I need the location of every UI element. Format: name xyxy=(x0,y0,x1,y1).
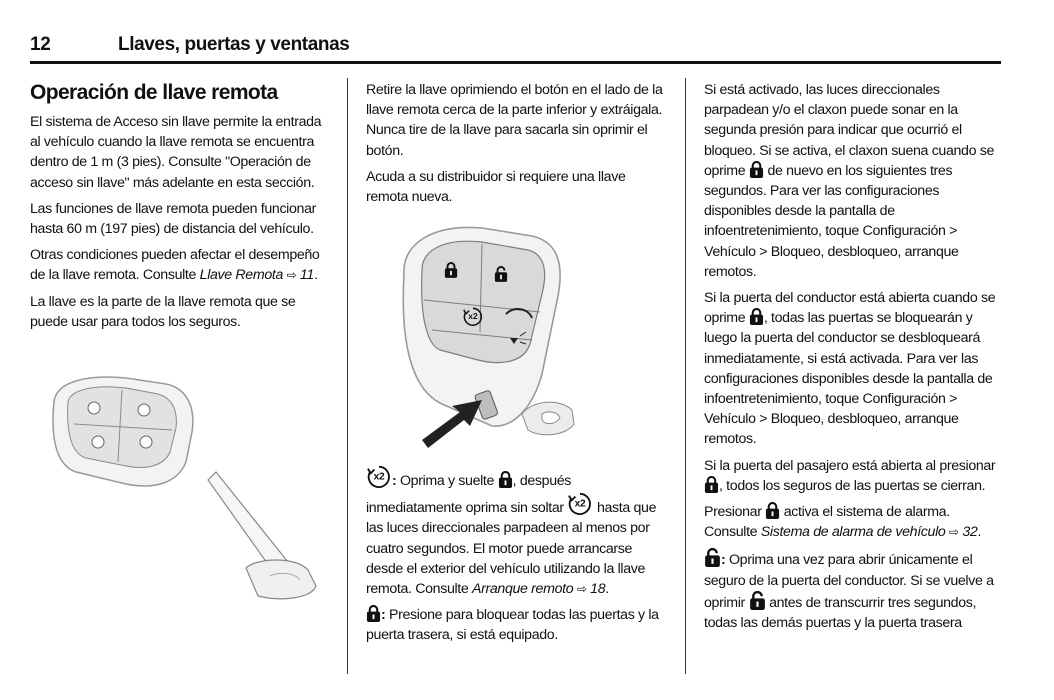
cross-ref-page[interactable]: 32 xyxy=(962,524,978,541)
key-fob-release-button-illustration xyxy=(382,214,614,454)
colon: : xyxy=(721,552,726,569)
paragraph-key-usage: La llave es la parte de la llave remota que se puede usar para todos los seguros. xyxy=(30,293,296,330)
paragraph-driver-door xyxy=(704,288,1002,450)
cross-ref-sistema-alarma[interactable]: Sistema de alarma de vehículo xyxy=(760,524,946,541)
remote-start-icon xyxy=(567,491,593,515)
lock-icon xyxy=(749,161,764,178)
section-title: Operación de llave remota xyxy=(30,81,278,104)
key-fob-with-blade-illustration xyxy=(46,372,336,607)
paragraph-unlock xyxy=(704,548,1002,633)
remote-start-icon xyxy=(366,464,392,488)
cross-ref-page[interactable]: 11 xyxy=(299,267,314,284)
column-2 xyxy=(366,80,666,213)
remote-start-text-b: , después inmediatamente oprima sin soltar xyxy=(366,473,572,517)
page-header xyxy=(30,30,1000,60)
colon: : xyxy=(381,607,386,624)
column-2-lower xyxy=(366,464,666,652)
lock-icon xyxy=(749,308,764,325)
passenger-door-text-b: , todos los seguros de las puertas se cierran. xyxy=(719,477,986,494)
unlock-text-b: antes de transcurrir tres segundos, todas las demás puertas y la puerta trasera xyxy=(704,594,977,632)
paragraph-conditions xyxy=(30,245,328,285)
paragraph-lock-feedback xyxy=(704,80,1002,282)
paragraph-keyless-access: El sistema de Acceso sin llave permite la entrada al vehículo cuando la llave remota se encuentra dentro de 1 m (3 pies). Consulte "Operación de acceso sin llave" más adelante en esta sección. xyxy=(30,114,322,191)
lock-icon xyxy=(498,471,513,488)
lock-feedback-text-a: Si está activado, las luces direccionales parpadean y/o el claxon puede sonar en la segunda presión para indicar que ocurrió el bloqueo. Si se activa, el claxon suena cuando se oprime xyxy=(704,82,995,179)
lock-icon xyxy=(366,605,381,622)
driver-door-text-a: Si la puerta del conductor está abierta cuando se oprime xyxy=(704,290,996,327)
cross-ref-page[interactable]: 18 xyxy=(590,581,606,598)
paragraph-lock xyxy=(366,605,666,645)
fob-body xyxy=(53,377,193,486)
cross-ref-arranque-remoto[interactable]: Arranque remoto xyxy=(472,581,574,598)
unlock-icon xyxy=(704,548,721,567)
lock-icon xyxy=(765,502,780,519)
chapter-title: Llaves, puertas y ventanas xyxy=(118,34,350,55)
lock-icon xyxy=(704,476,719,493)
paragraph-range: Las funciones de llave remota pueden funcionar hasta 60 m (197 pies) de distancia del vehículo. xyxy=(30,200,316,238)
unlock-icon xyxy=(749,591,766,610)
alarm-text-b: activa el sistema de alarma. Consulte xyxy=(704,504,950,541)
column-1 xyxy=(30,80,328,338)
cross-ref-llave-remota[interactable]: Llave Remota xyxy=(199,267,283,284)
conditions-text: Otras condiciones pueden afectar el desempeño de la llave remota. Consulte xyxy=(30,247,320,284)
page-ref-arrow-icon: ⇨ xyxy=(576,582,587,597)
remote-start-text-c: hasta que las luces direccionales parpadeen al menos por cuatro segundos. El motor puede arrancarse desde el exterior del vehículo utilizando la llave remota. Consulte xyxy=(366,500,657,598)
paragraph-remove-key: Retire la llave oprimiendo el botón en el lado de la llave remota cerca de la parte inferior y extráigala. Nunca tire de la llave para sacarla sin oprimir el botón. xyxy=(366,82,663,159)
period: . xyxy=(605,581,609,598)
header-rule xyxy=(30,61,1001,64)
colon: : xyxy=(392,473,397,489)
key-blade xyxy=(208,472,316,599)
paragraph-passenger-door xyxy=(704,456,1002,496)
period: . xyxy=(313,267,318,284)
page-ref-arrow-icon: ⇨ xyxy=(286,268,297,283)
page-number: 12 xyxy=(30,34,51,55)
lock-feedback-text-b: de nuevo en los siguientes tres segundos. Para ver las configuraciones disponibles desde la pantalla de infoentretenimiento, toque Configuración > Vehículo > Bloqueo, desbloqueo, arranque remotos. xyxy=(704,162,959,280)
page-ref-arrow-icon: ⇨ xyxy=(949,525,959,540)
lock-text: Presione para bloquear todas las puertas y la puerta trasera, si está equipado. xyxy=(366,607,659,644)
column-3 xyxy=(704,80,1002,639)
alarm-text-a: Presionar xyxy=(704,504,766,521)
paragraph-alarm xyxy=(704,502,1002,542)
driver-door-text-b: , todas las puertas se bloquearán y luego la puerta del conductor se desbloqueará inmediatamente, si está activada. Para ver las configuraciones disponibles desde la pantalla de infoentretenimiento, toque Configuración > Vehículo > Bloqueo, desbloqueo, arranque remotos. xyxy=(704,310,993,448)
column-divider-1 xyxy=(347,78,348,674)
passenger-door-text-a: Si la puerta del pasajero está abierta al presionar xyxy=(704,457,996,474)
unlock-text-a: Oprima una vez para abrir únicamente el seguro de la puerta del conductor. Si se vuelve a oprimir xyxy=(704,552,994,611)
period: . xyxy=(977,524,982,541)
paragraph-dealer: Acuda a su distribuidor si requiere una llave remota nueva. xyxy=(366,168,626,206)
column-divider-2 xyxy=(685,78,686,674)
remote-start-text-a: Oprima y suelte xyxy=(396,473,498,489)
paragraph-remote-start xyxy=(366,464,666,599)
